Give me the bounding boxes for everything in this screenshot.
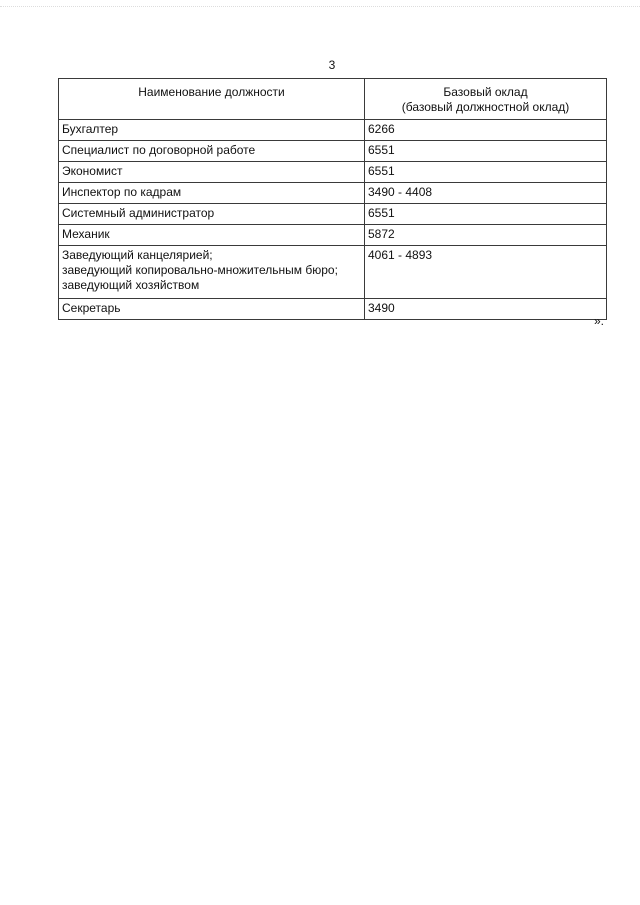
page-number: 3 [328, 58, 336, 72]
table-row [59, 120, 607, 141]
position-cell: Специалист по договорной работе [59, 141, 365, 162]
header-salary: Базовый оклад (базовый должностной оклад) [365, 79, 607, 120]
salary-table [58, 78, 607, 320]
salary-cell: 3490 - 4408 [365, 183, 607, 204]
position-cell: Бухгалтер [59, 120, 365, 141]
position-cell: Заведующий канцелярией; заведующий копировально-множительным бюро; заведующий хозяйством [59, 246, 365, 299]
salary-cell: 6551 [365, 204, 607, 225]
table-row [59, 299, 607, 320]
table-header-row [59, 79, 607, 120]
scan-edge-artifact [0, 6, 640, 11]
salary-cell: 5872 [365, 225, 607, 246]
position-cell: Системный администратор [59, 204, 365, 225]
salary-cell: 3490 [365, 299, 607, 320]
table-row [59, 204, 607, 225]
table-row [59, 162, 607, 183]
position-cell: Экономист [59, 162, 365, 183]
position-cell: Секретарь [59, 299, 365, 320]
table-row [59, 246, 607, 299]
table-row [59, 225, 607, 246]
position-cell: Инспектор по кадрам [59, 183, 365, 204]
salary-cell: 6551 [365, 162, 607, 183]
table-row [59, 183, 607, 204]
closing-quote-mark: ». [594, 314, 605, 328]
table-row [59, 141, 607, 162]
salary-cell: 6551 [365, 141, 607, 162]
position-cell: Механик [59, 225, 365, 246]
salary-cell: 6266 [365, 120, 607, 141]
header-position: Наименование должности [59, 79, 365, 120]
salary-cell: 4061 - 4893 [365, 246, 607, 299]
